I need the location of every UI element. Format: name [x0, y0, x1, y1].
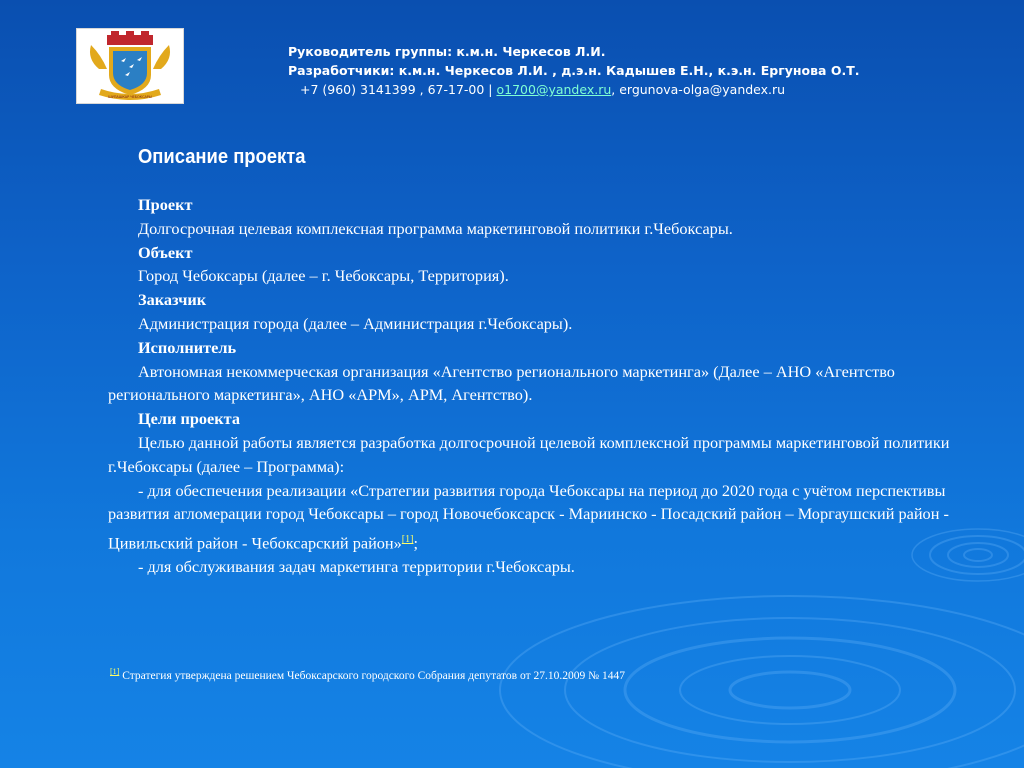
svg-text:ШУПАШКАР ЧЕБОКСАРЫ: ШУПАШКАР ЧЕБОКСАРЫ [108, 95, 152, 99]
object-heading: Объект [138, 242, 193, 262]
footnote [110, 664, 910, 684]
developers-line: Разработчики: к.м.н. Черкесов Л.И. , д.э.н. Кадышев Е.Н., к.э.н. Ергунова О.Т. [288, 63, 860, 78]
footnote-reference-link[interactable]: [1] [401, 534, 414, 546]
goal-item-end: ; [413, 533, 418, 553]
goal-item-text: - для обеспечения реализации «Стратегии развития города Чебоксары на период до 2020 года с учётом перспективы развития агломерации город Чебоксары – город Новочебоксарск - Мариинско - Посадский район – Моргаушский район - Цивильский район - Чебоксарский район» [108, 480, 949, 553]
contacts-line [288, 80, 988, 99]
goals-text: Целью данной работы является разработка долгосрочной целевой комплексной программы маркетинговой политики г.Чебоксары (далее – Программа): [108, 432, 950, 476]
customer-text: Администрация города (далее – Администрация г.Чебоксары). [138, 313, 573, 333]
group-leader-line: Руководитель группы: к.м.н. Черкесов Л.И. [288, 44, 606, 59]
executor-text: Автономная некоммерческая организация «Агентство регионального маркетинга» (Далее – АНО «Агентство регионального маркетинга», АНО «АРМ», АРМ, Агентство). [108, 361, 895, 405]
phone-text: +7 (960) 3141399 , 67-17-00 | [300, 82, 493, 97]
goal-item: - для обслуживания задач маркетинга территории г.Чебоксары. [138, 557, 575, 577]
email-link[interactable]: o1700@yandex.ru [496, 82, 612, 97]
footnote-anchor-link[interactable]: [1] [110, 667, 120, 676]
project-text: Долгосрочная целевая комплексная программа маркетинговой политики г.Чебоксары. [138, 218, 733, 238]
coat-of-arms-icon [77, 29, 183, 103]
header-credits [288, 42, 988, 99]
city-coat-of-arms-logo [76, 28, 184, 104]
executor-heading: Исполнитель [138, 337, 237, 357]
page-title: Описание проекта [138, 146, 306, 168]
goal-item [108, 479, 968, 556]
object-text: Город Чебоксары (далее – г. Чебоксары, Территория). [138, 266, 509, 286]
footnote-text: Стратегия утверждена решением Чебоксарского городского Собрания депутатов от 27.10.2009 № 1447 [119, 669, 625, 682]
customer-heading: Заказчик [138, 290, 207, 310]
goals-heading: Цели проекта [138, 409, 240, 429]
project-description [108, 193, 968, 579]
project-heading: Проект [138, 195, 193, 214]
email-secondary: , ergunova-olga@yandex.ru [611, 82, 786, 97]
